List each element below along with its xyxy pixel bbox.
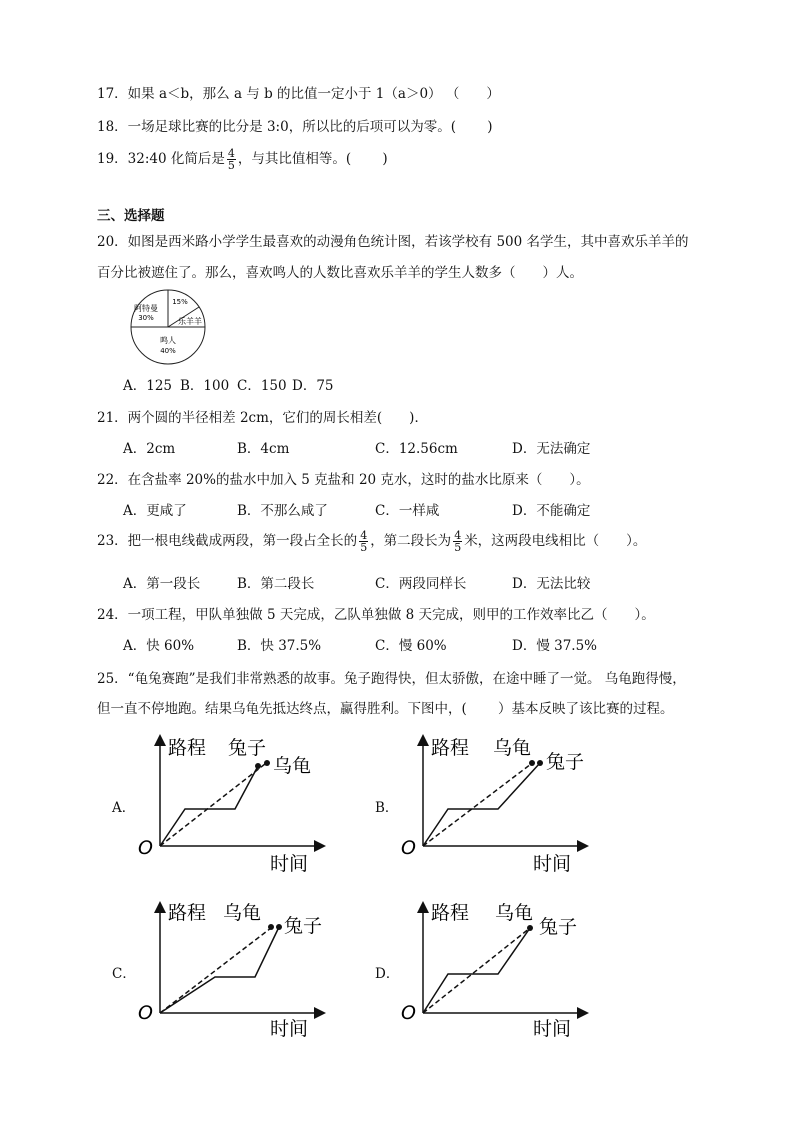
pie-label-atman: 阿特曼 [134, 304, 158, 313]
question-21: 21．两个圆的半径相差 2cm，它们的周长相差( )． [97, 410, 428, 426]
graph-a-xlabel: 时间 [270, 853, 309, 875]
graph-d-ylabel: 路程 [431, 902, 470, 924]
pie-value-atman: 30% [138, 314, 154, 322]
q22-option-a[interactable]: A．更咸了 [123, 503, 187, 519]
graph-c[interactable] [130, 895, 330, 1045]
q23-fraction-2 [453, 530, 462, 553]
q21-option-c[interactable]: C．12.56cm [375, 441, 458, 457]
graph-a-top-label: 兔子 [228, 737, 267, 759]
graph-a-origin: O [138, 837, 153, 859]
tortoise-end-dot [529, 760, 535, 766]
question-24: 24．一项工程，甲队单独做 5 天完成，乙队单独做 8 天完成，则甲的工作效率比乙（ ）。 [97, 607, 655, 623]
graph-d[interactable] [393, 895, 593, 1045]
q19-suffix: ，与其比值相等。( ) [237, 151, 388, 167]
rabbit-end-dot [276, 924, 282, 930]
graph-b[interactable] [393, 728, 593, 878]
graph-d-xlabel: 时间 [533, 1018, 572, 1040]
graph-b-side-label: 兔子 [546, 751, 585, 773]
graph-a-letter[interactable]: A． [112, 800, 136, 816]
q21-option-d[interactable]: D．无法确定 [512, 441, 591, 457]
section-title: 三、选择题 [97, 208, 165, 224]
q21-option-b[interactable]: B．4cm [237, 441, 290, 457]
q24-option-a[interactable]: A．快 60% [123, 638, 195, 654]
q24-option-b[interactable]: B．快 37.5% [237, 638, 322, 654]
graph-a-side-label: 乌龟 [273, 755, 312, 777]
q24-option-d[interactable]: D．慢 37.5% [512, 638, 598, 654]
q23-frac1-den: 5 [360, 541, 368, 554]
rabbit-end-dot [537, 760, 543, 766]
question-22: 22．在含盐率 20%的盐水中加入 5 克盐和 20 克水，这时的盐水比原来（ ）。 [97, 472, 590, 488]
graph-d-side-label: 兔子 [539, 916, 578, 938]
question-17: 17．如果 a＜b，那么 a 与 b 的比值一定小于 1（a＞0） （ ） [97, 86, 500, 102]
rabbit-path [423, 763, 540, 846]
graph-d-letter[interactable]: D． [375, 966, 400, 982]
tortoise-path [423, 928, 530, 1013]
q23-suffix: 米，这两段电线相比（ ）。 [464, 533, 647, 549]
graph-a-ylabel: 路程 [168, 737, 207, 759]
graph-c-origin: O [138, 1002, 153, 1024]
q19-fraction [227, 148, 236, 171]
q23-mid: ，第二段长为 [370, 533, 452, 549]
shared-end-dot [527, 925, 533, 931]
pie-label-mingren: 鸣人 [160, 336, 176, 345]
tortoise-path [160, 764, 265, 846]
graph-b-letter[interactable]: B． [375, 800, 399, 816]
q20-option-a[interactable]: A．125 [123, 378, 173, 394]
graph-c-ylabel: 路程 [168, 902, 207, 924]
q24-option-c[interactable]: C．慢 60% [375, 638, 447, 654]
q23-frac1-num: 4 [360, 529, 368, 542]
pie-value-mingren: 40% [160, 347, 176, 355]
tortoise-end-dot [268, 924, 274, 930]
question-20-line2: 百分比被遮住了。那么，喜欢鸣人的人数比喜欢乐羊羊的学生人数多（ ）人。 [97, 265, 583, 281]
q22-option-b[interactable]: B．不那么咸了 [237, 503, 328, 519]
q20-option-b[interactable]: B．100 [180, 378, 230, 394]
question-25-line2: 但一直不停地跑。结果乌龟先抵达终点，赢得胜利。下图中，( ）基本反映了该比赛的过程。 [97, 701, 674, 717]
pie-chart [123, 287, 213, 367]
question-25-line1: 25．“龟兔赛跑”是我们非常熟悉的故事。兔子跑得快，但太骄傲，在途中睡了一觉。 乌龟跑得慢， [97, 671, 686, 687]
rabbit-end-dot [255, 763, 261, 769]
pie-value-15: 15% [172, 298, 188, 306]
question-20-line1: 20．如图是西米路小学学生最喜欢的动漫角色统计图，若该学校有 500 名学生，其中喜欢乐羊羊的 [97, 234, 689, 250]
q22-option-c[interactable]: C．一样咸 [375, 503, 440, 519]
q23-frac2-den: 5 [454, 541, 462, 554]
q23-option-a[interactable]: A．第一段长 [123, 576, 201, 592]
q21-option-a[interactable]: A．2cm [123, 441, 176, 457]
rabbit-path [160, 927, 279, 1013]
q20-option-c[interactable]: C．150 [237, 378, 287, 394]
graph-c-side-label: 兔子 [284, 915, 323, 937]
graph-d-top-label: 乌龟 [495, 902, 534, 924]
q23-option-d[interactable]: D．无法比较 [512, 576, 591, 592]
graph-c-top-label: 乌龟 [223, 902, 262, 924]
graph-c-xlabel: 时间 [270, 1018, 309, 1040]
graph-b-origin: O [401, 837, 416, 859]
q23-fraction-1 [359, 530, 368, 553]
graph-c-letter[interactable]: C． [112, 966, 136, 982]
q20-option-d[interactable]: D．75 [292, 378, 334, 394]
q22-option-d[interactable]: D．不能确定 [512, 503, 591, 519]
question-18: 18．一场足球比赛的比分是 3:0，所以比的后项可以为零。( ) [97, 119, 493, 135]
q23-frac2-num: 4 [454, 529, 462, 542]
question-19 [97, 147, 388, 171]
tortoise-path [160, 928, 271, 1013]
q19-prefix: 19．32:40 化简后是 [97, 151, 225, 167]
q19-frac-den: 5 [227, 159, 235, 172]
graph-b-top-label: 乌龟 [493, 737, 532, 759]
graph-d-origin: O [401, 1002, 416, 1024]
q19-frac-num: 4 [227, 147, 235, 160]
q23-option-b[interactable]: B．第二段长 [237, 576, 315, 592]
tortoise-path [423, 764, 531, 846]
graph-b-xlabel: 时间 [533, 853, 572, 875]
q23-option-c[interactable]: C．两段同样长 [375, 576, 467, 592]
question-23 [97, 529, 646, 553]
q23-prefix: 23．把一根电线截成两段，第一段占全长的 [97, 533, 358, 549]
tortoise-end-dot [264, 760, 270, 766]
graph-b-ylabel: 路程 [431, 737, 470, 759]
graph-a[interactable] [130, 728, 330, 878]
pie-label-leyangyang: 乐羊羊 [178, 317, 202, 326]
